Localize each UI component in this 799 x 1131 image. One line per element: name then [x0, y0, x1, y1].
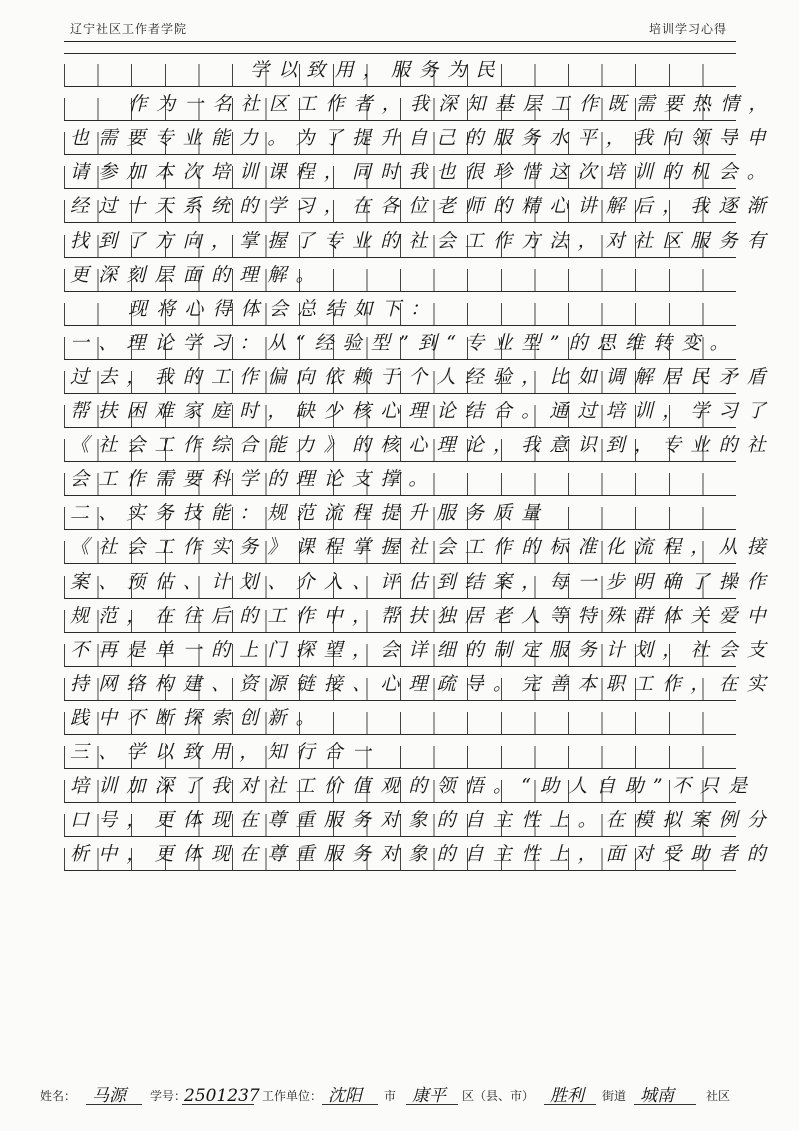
- essay-line: 口号，更体现在尊重服务对象的自主性上。在模拟案例分: [70, 809, 776, 832]
- text-row: [64, 496, 736, 530]
- text-row: [64, 769, 757, 803]
- district-underline: [406, 1104, 458, 1105]
- text-row: [64, 87, 777, 121]
- institution-name: 辽宁社区工作者学院: [70, 22, 188, 36]
- text-row: [64, 462, 736, 496]
- essay-title: 学以致用，服务为民: [250, 59, 504, 82]
- community-label: 社区: [706, 1089, 731, 1103]
- text-row: [64, 633, 776, 667]
- essay-line: 培训加深了我对社工价值观的领悟。“助人自助”不只是: [70, 775, 757, 798]
- text-row: [64, 326, 736, 360]
- street-label: 街道: [602, 1089, 627, 1103]
- essay-line: 案、预估、计划、介入、评估到结案，每一步明确了操作: [70, 570, 776, 593]
- text-row: [64, 292, 736, 326]
- city-underline: [322, 1104, 378, 1105]
- essay-line: 《社会工作综合能力》的核心理论，我意识到，专业的社: [70, 434, 776, 457]
- essay-line: 析中，更体现在尊重服务对象的自主性上，面对受助者的: [70, 843, 776, 866]
- text-row: [64, 599, 776, 633]
- text-row: [64, 223, 776, 257]
- essay-line: 请参加本次培训课程，同时我也很珍惜这次培训的机会。: [70, 161, 776, 184]
- essay-line: 践中不断探索创新。: [70, 706, 324, 729]
- essay-line: 一、理论学习：从“经验型”到“专业型”的思维转变。: [70, 331, 738, 354]
- text-row: [64, 155, 776, 189]
- text-row: [64, 564, 776, 598]
- name-label: 姓名：: [40, 1089, 77, 1103]
- district-value: 康平: [412, 1086, 446, 1106]
- title-row: [64, 53, 736, 87]
- street-value: 胜利: [550, 1086, 584, 1106]
- text-row: [64, 258, 736, 292]
- essay-line: 现将心得体会总结如下：: [128, 297, 439, 320]
- footer-info: [40, 1082, 760, 1108]
- work-unit-label: 工作单位：: [262, 1089, 323, 1103]
- text-row: [64, 394, 776, 428]
- essay-line: 帮扶困难家庭时，缺少核心理论结合。通过培训，学习了: [70, 400, 776, 423]
- text-row: [64, 803, 776, 837]
- essay-line: 更深刻层面的理解。: [70, 263, 324, 286]
- essay-line: 三、学以致用，知行合一: [70, 740, 381, 763]
- text-row: [64, 189, 776, 223]
- community-value: 城南: [640, 1086, 674, 1106]
- header-rule: [64, 41, 736, 42]
- text-row: [64, 667, 776, 701]
- community-underline: [634, 1104, 696, 1105]
- text-row: [64, 428, 776, 462]
- essay-line: 作为一名社区工作者，我深知基层工作既需要热情，: [128, 93, 777, 116]
- essay-line: 经过十天系统的学习，在各位老师的精心讲解后，我逐渐: [70, 195, 776, 218]
- writing-grid: [64, 53, 777, 871]
- city-label: 市: [384, 1089, 397, 1103]
- essay-line: 《社会工作实务》课程掌握社会工作的标准化流程，从接: [70, 536, 776, 559]
- district-label: 区（县、市）: [462, 1089, 535, 1103]
- street-underline: [544, 1104, 596, 1105]
- essay-line: 过去，我的工作偏向依赖于个人经验，比如调解居民矛盾: [70, 365, 776, 388]
- essay-line: 规范，在往后的工作中，帮扶独居老人等特殊群体关爱中: [70, 604, 776, 627]
- text-row: [64, 121, 776, 155]
- name-value: 马源: [92, 1086, 126, 1106]
- city-value: 沈阳: [328, 1086, 362, 1106]
- text-row: [64, 701, 736, 735]
- text-row: [64, 735, 736, 769]
- student-id-label: 学号：: [150, 1089, 187, 1103]
- text-row: [64, 837, 776, 871]
- document-type: 培训学习心得: [648, 22, 727, 36]
- name-underline: [86, 1104, 142, 1105]
- text-row: [64, 530, 776, 564]
- essay-line: 会工作需要科学的理论支撑。: [70, 468, 437, 491]
- essay-line: 也需要专业能力。为了提升自己的服务水平，我向领导申: [70, 127, 776, 150]
- essay-line: 不再是单一的上门探望，会详细的制定服务计划，社会支: [70, 638, 776, 661]
- student-id-underline: [182, 1104, 254, 1105]
- essay-line: 找到了方向，掌握了专业的社会工作方法，对社区服务有: [70, 229, 776, 252]
- essay-line: 持网络构建、资源链接、心理疏导。完善本职工作，在实: [70, 672, 776, 695]
- student-id-value: 2501237: [184, 1086, 260, 1106]
- essay-line: 二、实务技能：规范流程提升服务质量: [70, 502, 550, 525]
- text-row: [64, 360, 776, 394]
